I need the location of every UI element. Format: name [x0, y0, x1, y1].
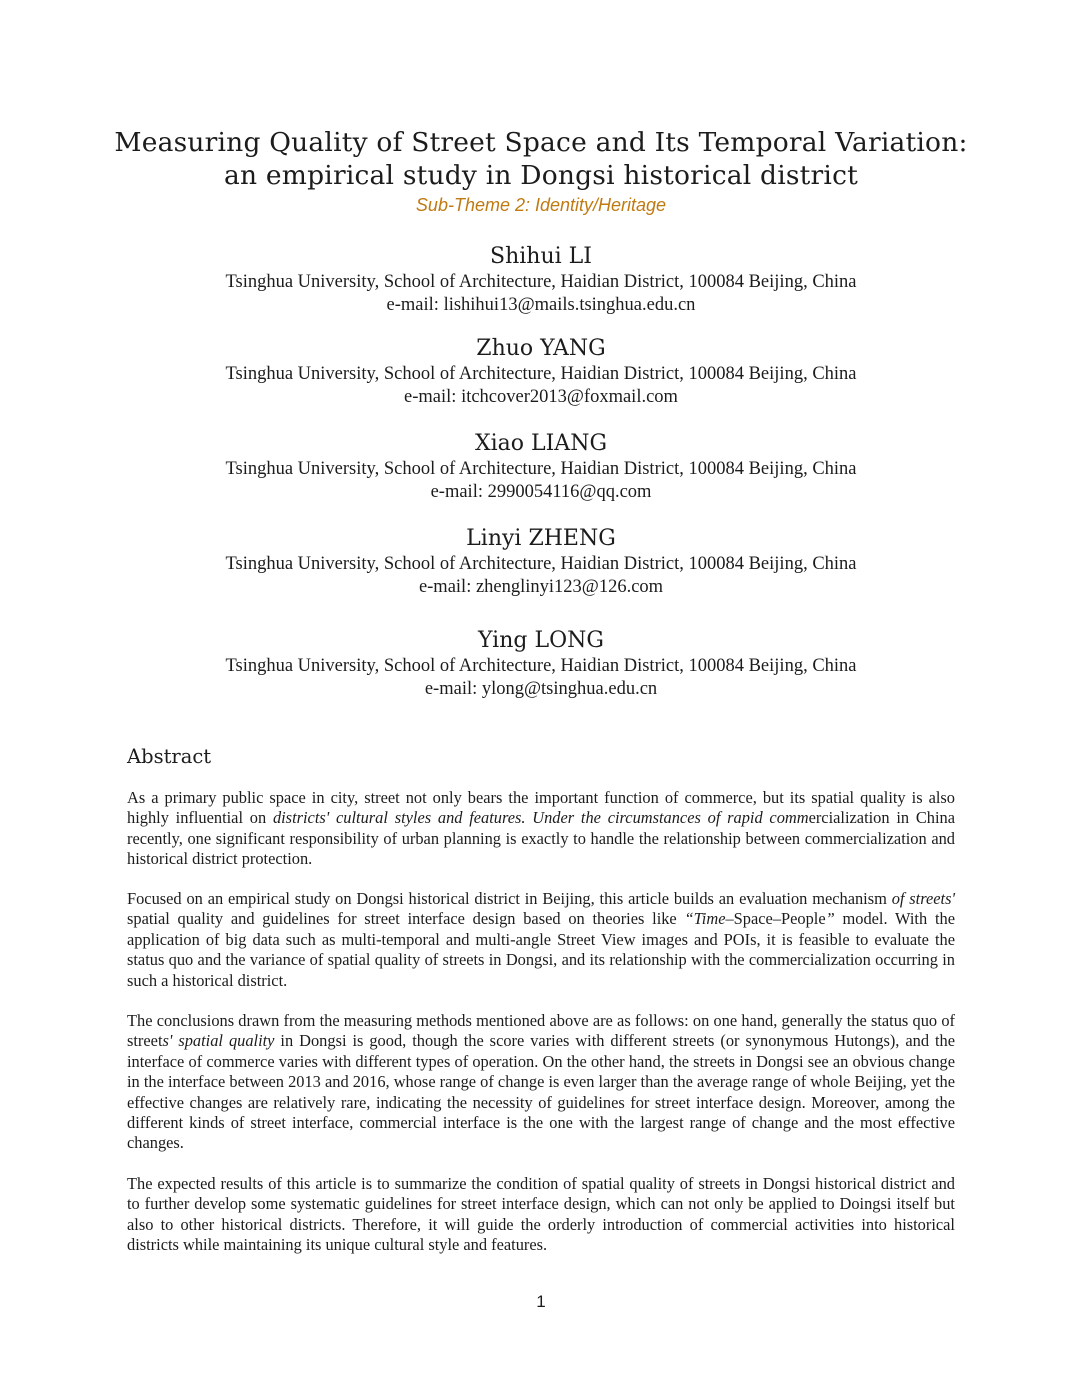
author-block: [0, 525, 1082, 598]
abstract-heading: Abstract: [127, 745, 212, 768]
author-affiliation: Tsinghua University, School of Architecture, Haidian District, 100084 Beijing, China: [225, 554, 857, 574]
abstract-text: Focused on an empirical study on Dongsi historical district in Beijing, this article builds an evaluation mechanism: [127, 889, 892, 908]
author-name: Zhuo YANG: [476, 336, 606, 361]
title-block: [0, 126, 1082, 217]
author-name: Ying LONG: [478, 628, 604, 653]
author-name: Shihui LI: [490, 244, 592, 269]
author-affiliation: Tsinghua University, School of Architecture, Haidian District, 100084 Beijing, China: [225, 272, 857, 292]
author-name: Xiao LIANG: [474, 431, 608, 456]
abstract-text: spatial quality and guidelines for street interface design based on theories like: [127, 909, 685, 929]
abstract-text: ercialization in China recently, one significant responsibility of urban planning is exactly to handle the relationship between commercialization and historical district protection.: [127, 808, 955, 869]
author-affiliation: Tsinghua University, School of Architecture, Haidian District, 100084 Beijing, China: [225, 364, 857, 384]
abstract-text: As a primary public space in city, street not only bears the important function of commerce, but its spatial quality is also highly influential on: [127, 788, 955, 828]
abstract-text: The conclusions drawn from the measuring methods mentioned above are as follows: on one hand, generally the status quo of street: [127, 1011, 955, 1051]
author-affiliation: Tsinghua University, School of Architecture, Haidian District, 100084 Beijing, China: [225, 656, 857, 676]
author-email: e-mail: lishihui13@mails.tsinghua.edu.cn: [386, 294, 696, 315]
author-block: [0, 335, 1082, 408]
abstract-text: The expected results of this article is to summarize the condition of spatial quality of streets in Dongsi historical district and to further develop some systematic guidelines for street interface design, which can not only be applied to Doingsi itself but also to other historical districts. Therefore, it will guide the orderly introduction of commercial activities into historical districts while maintaining its unique cultural style and features.: [127, 1174, 955, 1255]
abstract-text-italic: of streets': [891, 889, 955, 908]
author-block: [0, 430, 1082, 503]
author-block: [0, 627, 1082, 700]
paper-title-line-1: Measuring Quality of Street Space and Its Temporal Variation:: [114, 127, 968, 158]
author-affiliation: Tsinghua University, School of Architecture, Haidian District, 100084 Beijing, China: [225, 459, 857, 479]
abstract-text-italic: districts' cultural styles and features. Under the circumstances of rapid comm: [272, 808, 809, 828]
abstract-text-italic: ”: [825, 909, 835, 929]
author-block: [0, 243, 1082, 316]
abstract-text-italic: s' spatial quality: [162, 1031, 275, 1051]
abstract-paragraph-2: [127, 889, 955, 991]
page-number: 1: [536, 1292, 546, 1311]
abstract-text: in Dongsi is good, though the score varies with different streets (or synonymous Hutongs), and the interface of commerce varies with different types of operation. On the other hand, the streets in Dongsi see an obvious change in the interface between 2013 and 2016, whose range of change is even larger than the average range of whole Beijing, yet the effective changes are relatively rare, indicating the necessity of guidelines for street interface design. Moreover, among the different kinds of street interface, commercial interface is the one with the largest range of change and the most effective changes.: [127, 1031, 956, 1153]
abstract-paragraph-4: [127, 1174, 955, 1256]
subtheme-label: Sub-Theme 2: Identity/Heritage: [415, 195, 667, 215]
abstract-paragraph-1: [127, 788, 955, 870]
author-email: e-mail: 2990054116@qq.com: [430, 481, 652, 502]
author-email: e-mail: itchcover2013@foxmail.com: [404, 386, 678, 407]
author-name: Linyi ZHENG: [466, 526, 616, 551]
abstract-text: –Space–People: [725, 909, 826, 929]
paper-title-line-2: an empirical study in Dongsi historical district: [224, 160, 858, 191]
author-email: e-mail: ylong@tsinghua.edu.cn: [424, 678, 658, 699]
abstract-paragraph-3: [127, 1011, 955, 1154]
abstract-text: model. With the application of big data such as multi-temporal and multi-angle Street View images and POIs, it is feasible to evaluate the status quo and the variance of spatial quality of streets in Dongsi, and its relationship with the commercialization occurring in such a historical district.: [127, 909, 955, 990]
abstract-text-italic: “Time: [684, 909, 726, 929]
author-email: e-mail: zhenglinyi123@126.com: [418, 576, 664, 597]
